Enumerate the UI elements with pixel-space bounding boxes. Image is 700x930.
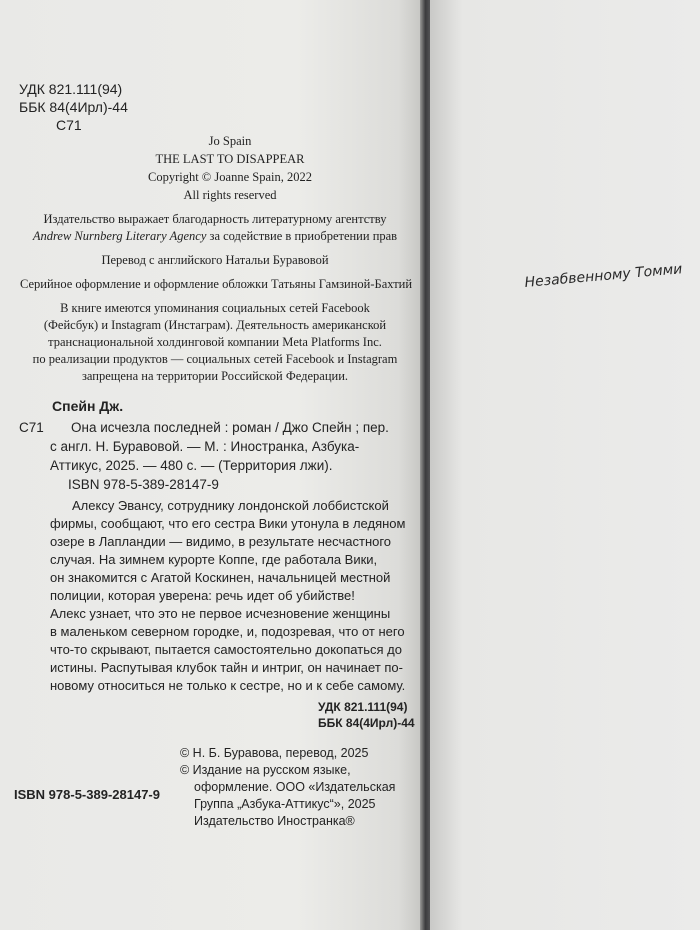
annotation-line: озере в Лапландии — видимо, в результате несчастного — [50, 534, 392, 549]
bib-line: Аттикус, 2025. — 480 с. — (Территория лжи). — [50, 458, 333, 473]
udk-code: УДК 821.111(94) — [19, 81, 123, 97]
bbk-code: ББК 84(4Ирл)-44 — [19, 99, 128, 115]
annotation-line: случая. На зимнем курорте Коппе, где работала Вики, — [50, 552, 378, 567]
translation-credit: Перевод с английского Натальи Буравовой — [101, 253, 329, 267]
annotation-line: истины. Распутывая клубок тайн и интриг, он начинает по- — [50, 660, 403, 675]
acknowledgement-line-1: Издательство выражает благодарность литературному агентству — [43, 212, 387, 226]
acknowledgement-line-2 — [20, 229, 410, 244]
notice-line: В книге имеются упоминания социальных сетей Facebook — [60, 301, 370, 315]
annotation-line: Алекс узнает, что это не первое исчезновение женщины — [50, 606, 391, 621]
publisher-name: Издательство Иностранка® — [194, 814, 355, 828]
design-credit: Серийное оформление и оформление обложки Татьяны Гамзиной-Бахтий — [20, 277, 413, 291]
agency-name: Andrew Nurnberg Literary Agency — [32, 229, 207, 243]
notice-line: по реализации продуктов — социальных сетей Facebook и Instagram — [32, 352, 398, 366]
annotation-line: полиции, которая уверена: речь идет об убийстве! — [50, 588, 355, 603]
annotation-line: в маленьком северном городке, и, подозревая, что от него — [50, 624, 405, 639]
annotation-line: новому относиться не только к сестре, но и к себе самому. — [50, 678, 406, 693]
annotation-line: он знакомится с Агатой Коскинен, начальницей местной — [50, 570, 391, 585]
bib-line: с англ. Н. Буравовой. — М. : Иностранка, Азбука- — [50, 439, 360, 454]
udk-code-bottom: УДК 821.111(94) — [318, 700, 408, 714]
notice-line: транснациональной холдинговой компании Meta Platforms Inc. — [48, 335, 382, 349]
bbk-code-bottom: ББК 84(4Ирл)-44 — [318, 716, 415, 730]
bib-mark: С71 — [19, 420, 44, 435]
dedication: Незабвенному Томми — [524, 261, 683, 291]
copyright-line: Copyright © Joanne Spain, 2022 — [147, 170, 312, 184]
bib-isbn: ISBN 978-5-389-28147-9 — [68, 477, 219, 492]
notice-line: запрещена на территории Российской Федерации. — [81, 369, 349, 383]
annotation-line: фирмы, сообщают, что его сестра Вики утонула в ледяном — [50, 516, 406, 531]
acknowledgement-rest: за содействие в приобретении прав — [206, 229, 398, 243]
bib-heading: Спейн Дж. — [52, 398, 124, 414]
copyright-edition: © Издание на русском языке, — [180, 763, 351, 777]
copyright-translation: © Н. Б. Буравова, перевод, 2025 — [180, 746, 369, 760]
bib-line: Она исчезла последней : роман / Джо Спейн ; пер. — [71, 420, 389, 435]
copyright-edition-cont: оформление. ООО «Издательская — [194, 780, 396, 794]
isbn-bottom: ISBN 978-5-389-28147-9 — [14, 787, 160, 802]
copyright-edition-cont: Группа „Азбука-Аттикус“», 2025 — [194, 797, 376, 811]
original-author: Jo Spain — [208, 134, 252, 148]
rights-line: All rights reserved — [183, 188, 277, 202]
annotation-line: Алексу Эвансу, сотруднику лондонской лоббистской — [72, 498, 389, 513]
original-title: THE LAST TO DISAPPEAR — [155, 152, 305, 166]
right-page — [430, 0, 700, 930]
notice-line: (Фейсбук) и Instagram (Инстаграм). Деятельность американской — [43, 318, 387, 332]
author-mark: С71 — [56, 117, 82, 133]
annotation-line: что-то скрывают, пытается самостоятельно докопаться до — [50, 642, 402, 657]
